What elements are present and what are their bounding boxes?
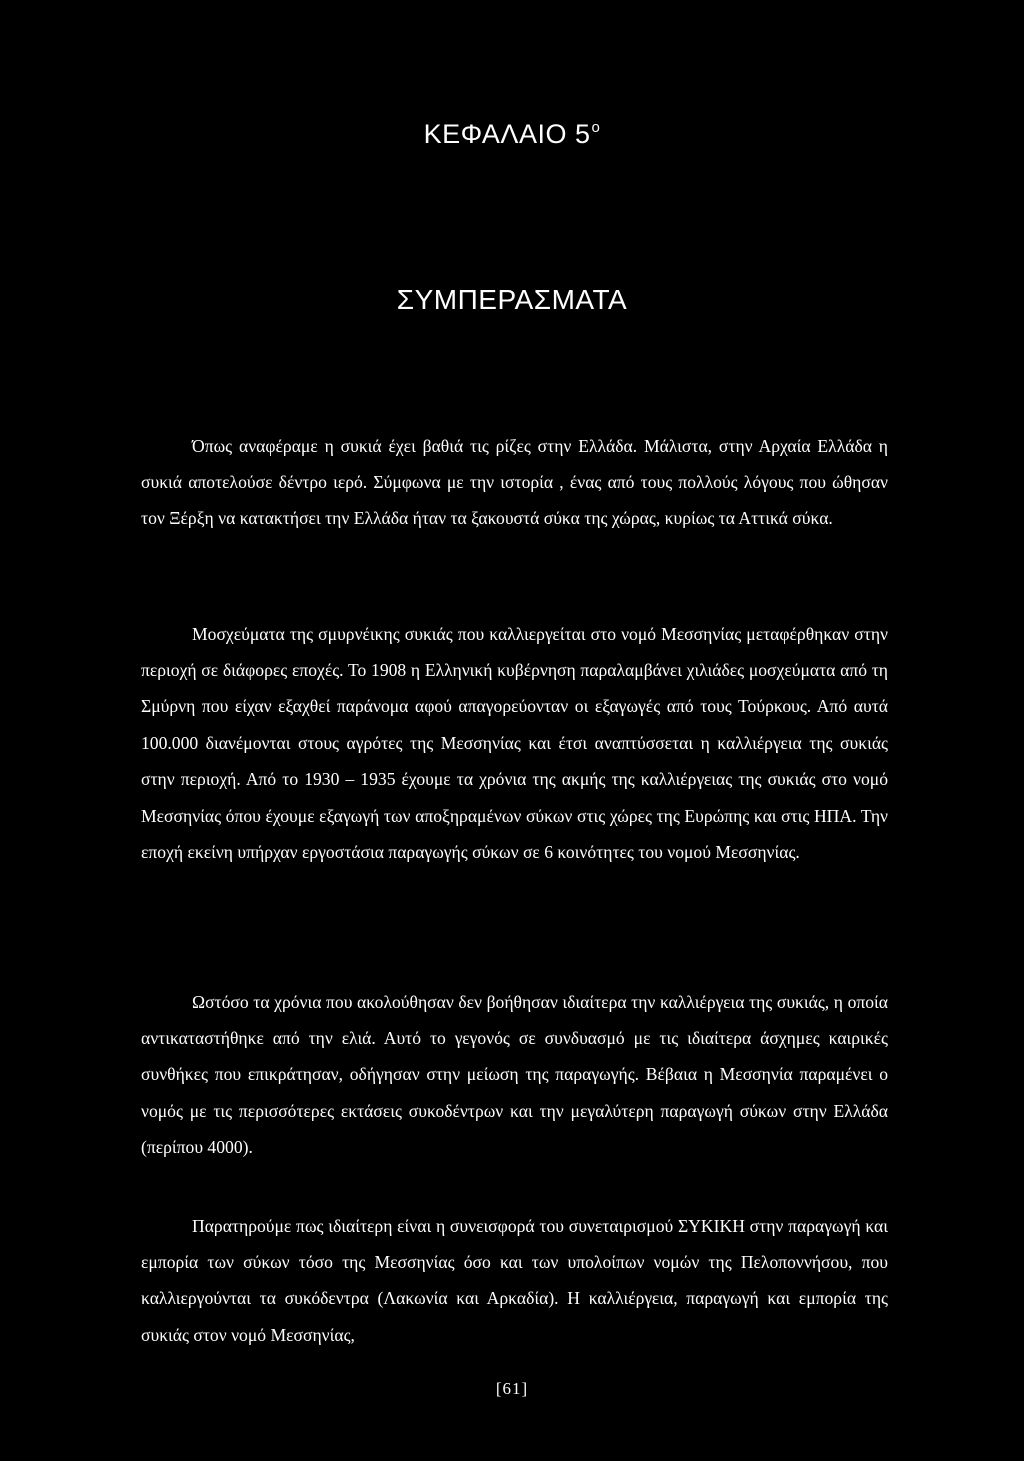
section-title: ΣΥΜΠΕΡΑΣΜΑΤΑ <box>396 284 628 315</box>
chapter-ordinal-superscript: ο <box>591 119 601 136</box>
paragraph-decline: Ωστόσο τα χρόνια που ακολούθησαν δεν βοήθησαν ιδιαίτερα την καλλιέργεια της συκιάς, η οποία αντικαταστήθηκε από την ελιά. Αυτό το γεγονός σε συνδυασμό με τις ιδιαίτερα άσχημες καιρικές συνθήκες που επικράτησαν, οδήγησαν στην μείωση της παραγωγής. Βέβαια η Μεσσηνία παραμένει ο νομός με τις περισσότερες εκτάσεις συκοδέντρων και την μεγαλύτερη παραγωγή σύκων στην Ελλάδα (περίπου 4000). <box>141 991 888 1158</box>
paragraph-history: Όπως αναφέραμε η συκιά έχει βαθιά τις ρίζες στην Ελλάδα. Μάλιστα, στην Αρχαία Ελλάδα η συκιά αποτελούσε δέντρο ιερό. Σύμφωνα με την ιστορία , ένας από τους πολλούς λόγους που ώθησαν τον Ξέρξη να κατακτήσει την Ελλάδα ήταν τα ξακουστά σύκα της χώρας, κυρίως τα Αττικά σύκα. <box>141 435 888 529</box>
paragraph-messinia-cultivation: Μοσχεύματα της σμυρνέικης συκιάς που καλλιεργείται στο νομό Μεσσηνίας μεταφέρθηκαν στην περιοχή σε διάφορες εποχές. Το 1908 η Ελληνική κυβέρνηση παραλαμβάνει χιλιάδες μοσχεύματα από τη Σμύρνη που είχαν εξαχθεί παράνομα αφού απαγορεύονταν οι εξαγωγές από τους Τούρκους. Από αυτά 100.000 διανέμονται στους αγρότες της Μεσσηνίας και έτσι αναπτύσσεται η καλλιέργεια της συκιάς στην περιοχή. Από το 1930 – 1935 έχουμε τα χρόνια της ακμής της καλλιέργειας της συκιάς στο νομό Μεσσηνίας όπου έχουμε εξαγωγή των αποξηραμένων σύκων στις χώρες της Ευρώπης και στις ΗΠΑ. Την εποχή εκείνη υπήρχαν εργοστάσια παραγωγής σύκων σε 6 κοινότητες του νομού Μεσσηνίας. <box>141 623 888 863</box>
paragraph-cooperative: Παρατηρούμε πως ιδιαίτερη είναι η συνεισφορά του συνεταιρισμού ΣΥΚΙΚΗ στην παραγωγή και εμπορία των σύκων τόσο της Μεσσηνίας όσο και των υπολοίπων νομών της Πελοποννήσου, που καλλιεργούνται τα συκόδεντρα (Λακωνία και Αρκαδία). Η καλλιέργεια, παραγωγή και εμπορία της συκιάς στον νομό Μεσσηνίας, <box>141 1215 888 1345</box>
chapter-label: ΚΕΦΑΛΑΙΟ 5 <box>423 119 591 149</box>
page-number: [61] <box>495 1379 529 1398</box>
chapter-heading <box>0 108 1024 154</box>
